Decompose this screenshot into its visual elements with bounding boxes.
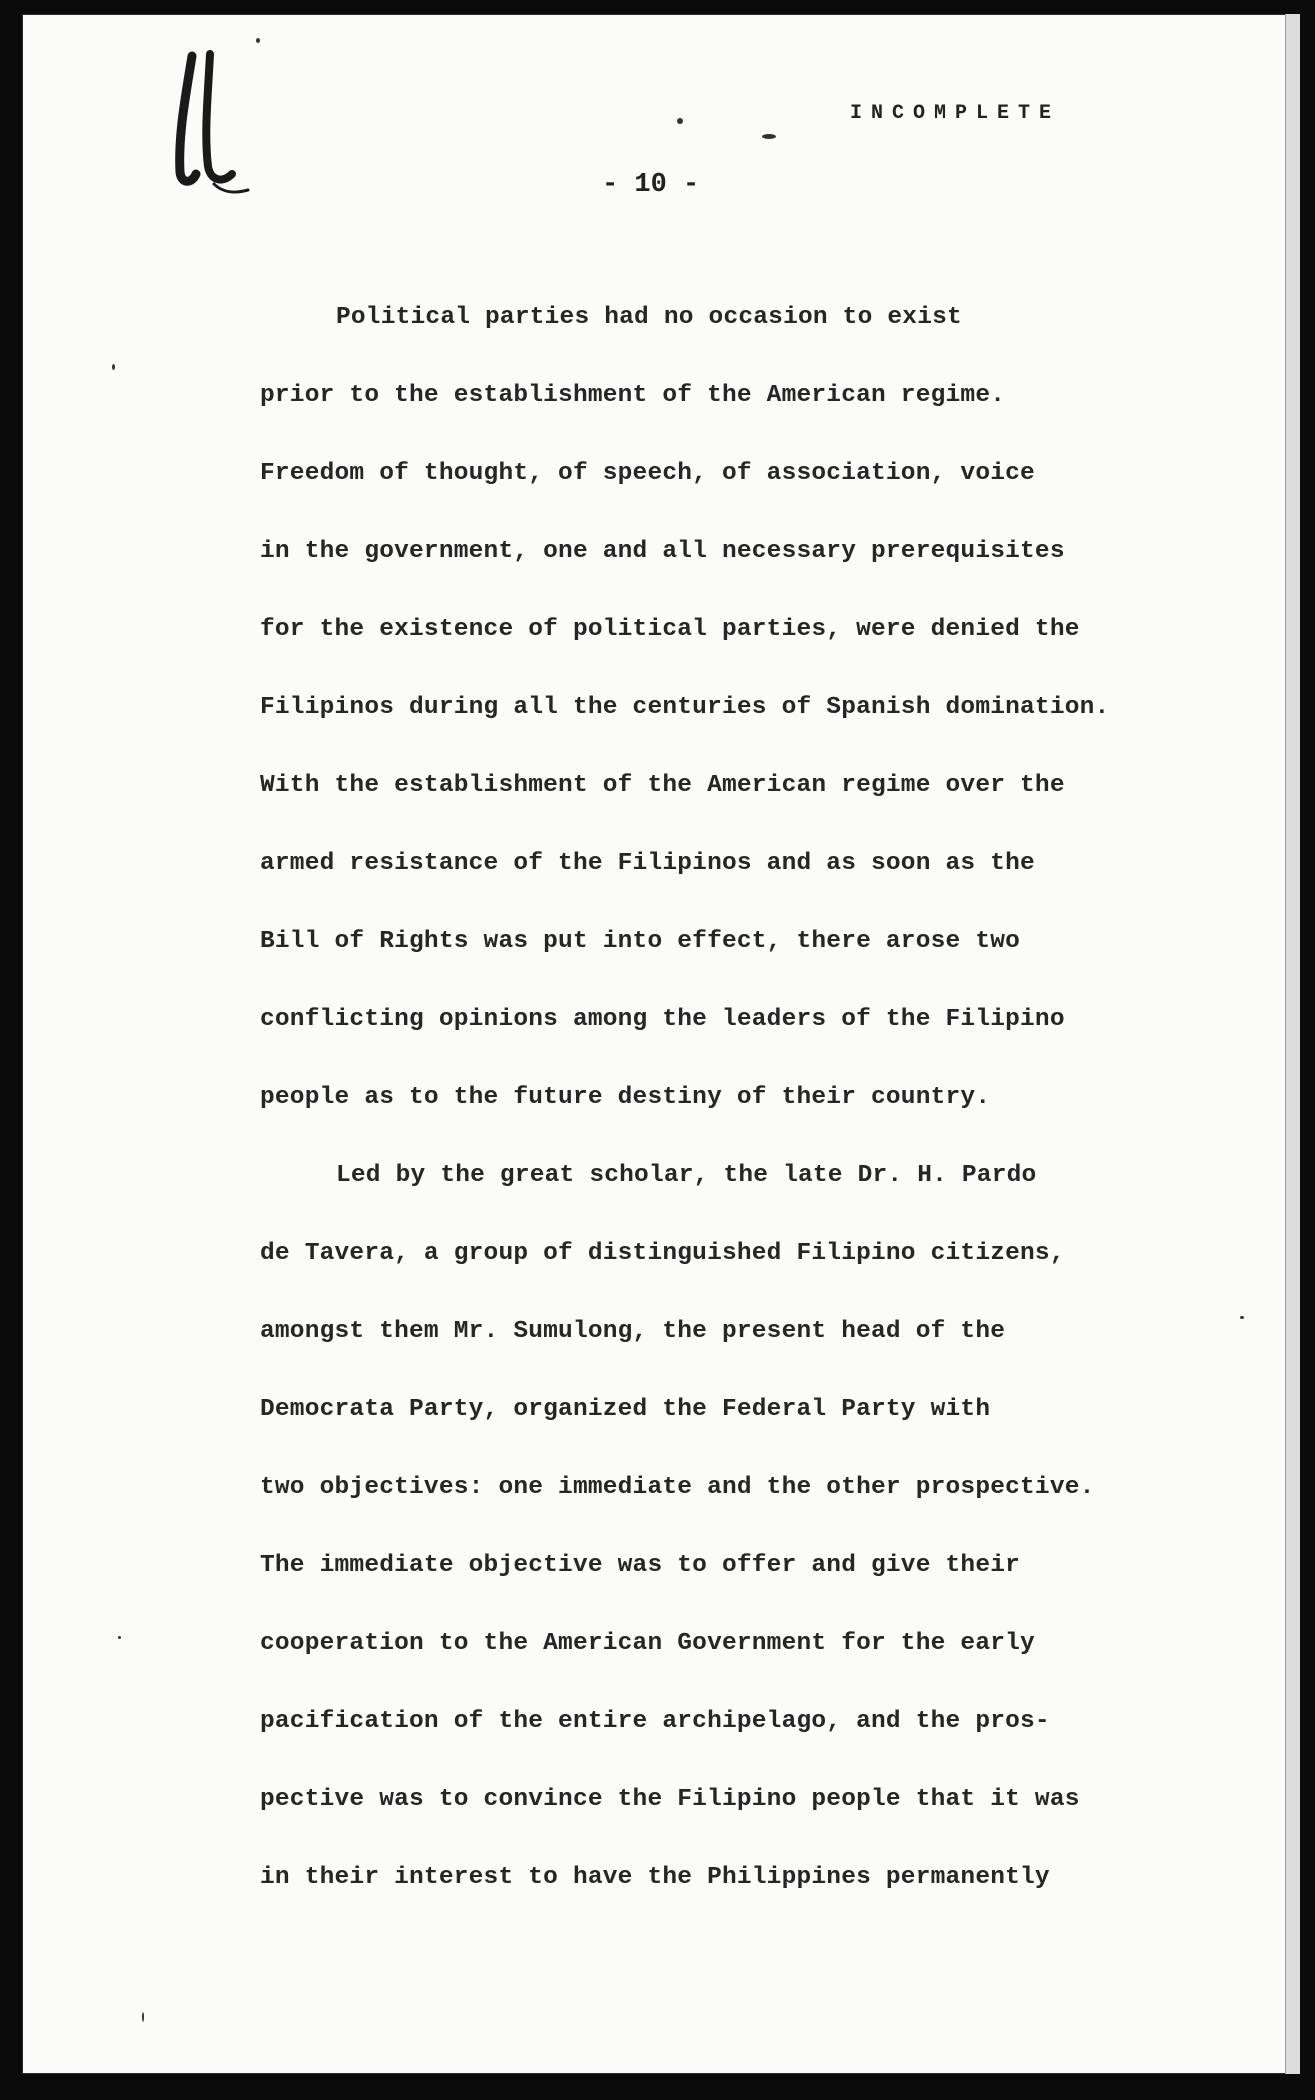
text-line: Political parties had no occasion to exist [336,304,962,331]
ink-speck [112,364,115,370]
ink-speck [142,2012,144,2022]
text-line: in the government, one and all necessary prerequisites [260,538,1065,565]
page-edge [1285,14,1300,2074]
text-line: amongst them Mr. Sumulong, the present head of the [260,1318,1006,1345]
text-line: Filipinos during all the centuries of Spanish domination. [260,694,1110,721]
text-line: two objectives: one immediate and the other prospective. [260,1474,1095,1501]
page-number: - 10 - [602,170,700,200]
document-page [22,14,1300,2074]
text-line: Led by the great scholar, the late Dr. H. Pardo [336,1162,1037,1189]
text-line: With the establishment of the American regime over the [260,772,1065,799]
text-line: Bill of Rights was put into effect, there arose two [260,928,1021,955]
text-line: cooperation to the American Government for the early [260,1630,1035,1657]
ink-speck [677,118,683,124]
text-line: in their interest to have the Philippines permanently [260,1864,1050,1891]
text-line: Democrata Party, organized the Federal Party with [260,1396,991,1423]
ink-speck [1240,1316,1244,1319]
text-line: de Tavera, a group of distinguished Filipino citizens, [260,1240,1065,1267]
text-line: armed resistance of the Filipinos and as soon as the [260,850,1035,877]
ink-speck [256,38,260,43]
text-line: Freedom of thought, of speech, of association, voice [260,460,1035,487]
text-line: people as to the future destiny of their country. [260,1084,991,1111]
text-line: pective was to convince the Filipino people that it was [260,1786,1080,1813]
ink-speck [118,1636,121,1639]
text-line: prior to the establishment of the American regime. [260,382,1006,409]
incomplete-stamp: INCOMPLETE [850,102,1061,125]
handwritten-initials-mark [152,34,262,204]
text-line: conflicting opinions among the leaders of the Filipino [260,1006,1065,1033]
text-line: The immediate objective was to offer and give their [260,1552,1021,1579]
text-line: for the existence of political parties, were denied the [260,616,1080,643]
ink-speck [762,134,776,139]
text-line: pacification of the entire archipelago, and the pros- [260,1708,1050,1735]
